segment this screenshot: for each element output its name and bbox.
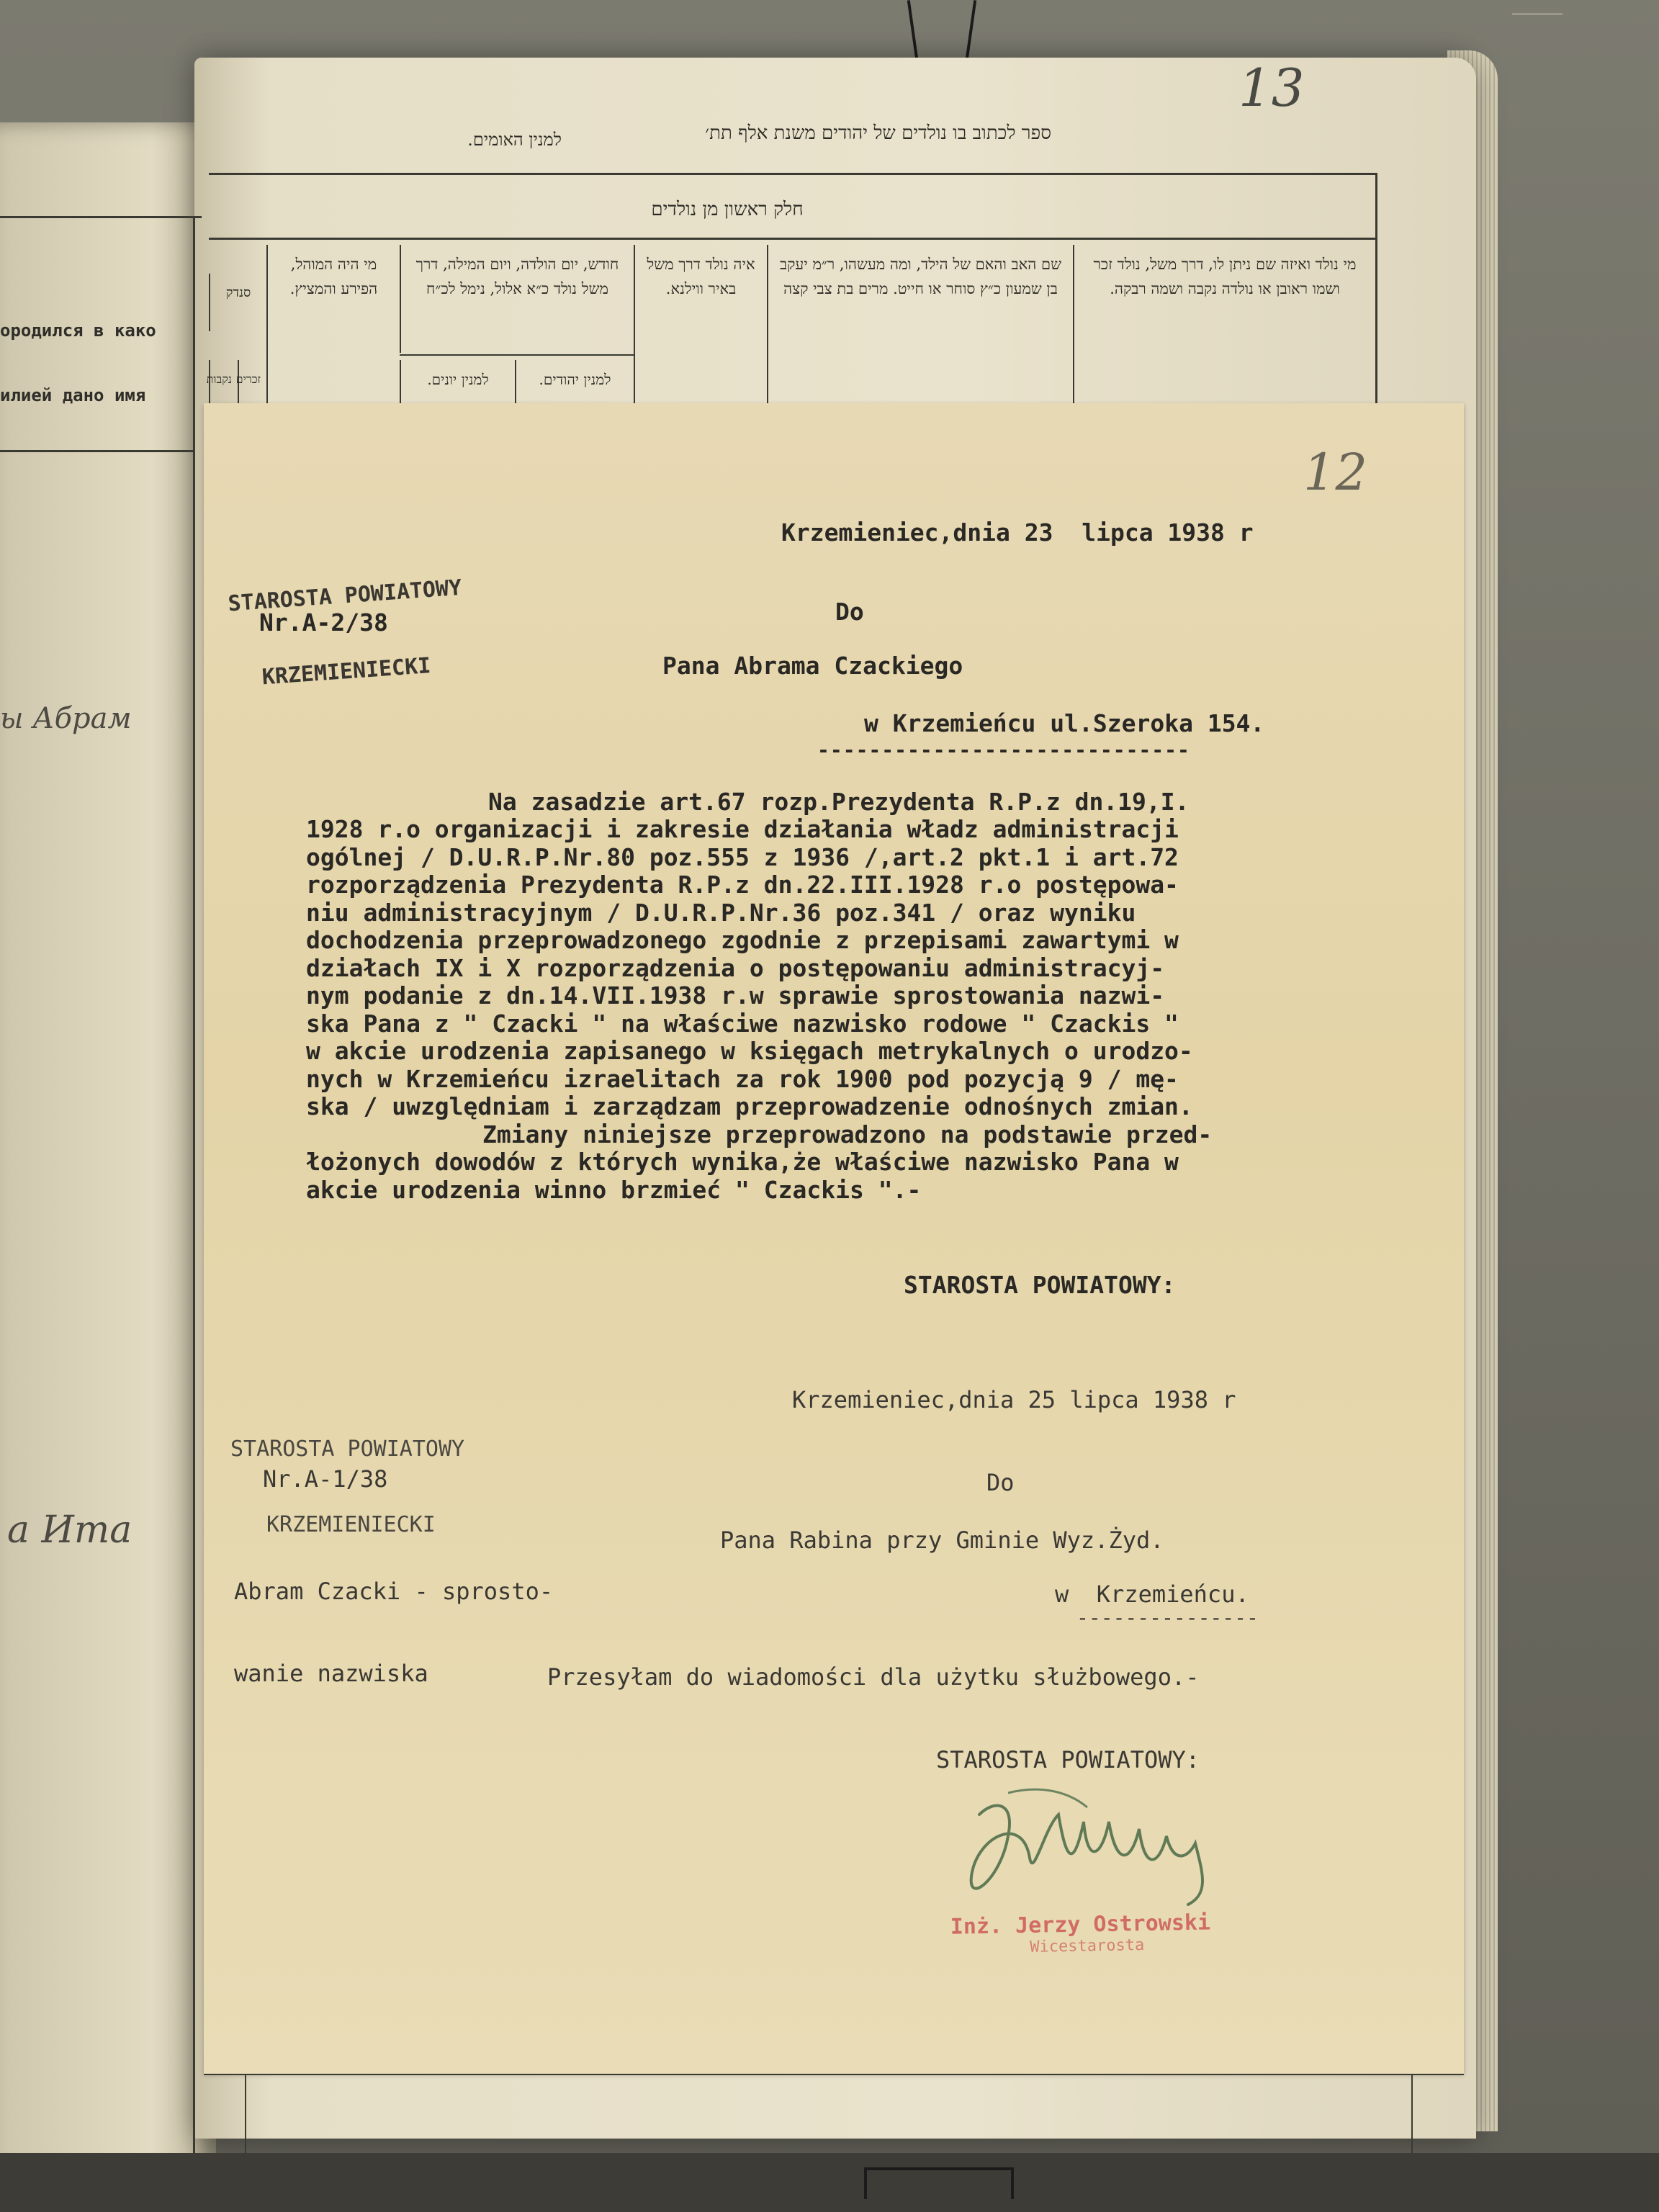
reference-number: Nr.A-1/38 xyxy=(263,1465,388,1493)
ledger-column: מי היה המוהל, הפירע והמציץ. xyxy=(266,245,400,403)
salutation-to: Do xyxy=(986,1469,1015,1496)
stamp-line: Wicestarosta xyxy=(1030,1936,1145,1956)
ledger-page-number: 13 xyxy=(1238,58,1305,118)
left-page-handwriting: а Ита xyxy=(7,1509,132,1552)
letter-body xyxy=(306,788,1429,1220)
ledger-column: שם האב והאם של הילד, ומה מעשהו, ר״מ יעקב בן שמעון כ״ץ סוחר או חייט. מרים בת צבי קצה xyxy=(767,245,1073,403)
ledger-rule-vertical xyxy=(1375,173,1377,403)
ledger-rule xyxy=(209,238,1375,240)
official-stamp xyxy=(950,1909,1261,1957)
body-line: niu administracyjnym / D.U.R.P.Nr.36 poz.341 / oraz wyniku xyxy=(306,899,1136,927)
ledger-narrow-column: זכרים xyxy=(238,360,266,418)
body-line: łożonych dowodów z których wynika,że właściwe nazwisko Pana w xyxy=(306,1148,1179,1176)
left-page xyxy=(0,122,216,2175)
subject-line: wanie nazwiska xyxy=(234,1660,428,1687)
body-line: ogólnej / D.U.R.P.Nr.80 poz.555 z 1936 /,art.2 pkt.1 i art.72 xyxy=(306,843,1179,871)
signature-title: STAROSTA POWIATOWY: xyxy=(904,1271,1176,1299)
place-date: Krzemieniec,dnia 25 lipca 1938 r xyxy=(792,1386,1236,1413)
ledger-rule-vertical xyxy=(245,2074,246,2153)
left-page-text: ородился в како xyxy=(0,320,156,341)
address: w Krzemieńcu ul.Szeroka 154. xyxy=(864,709,1265,737)
body-line: akcie urodzenia winno brzmieć " Czackis ".- xyxy=(306,1176,922,1204)
left-page-text: илией дано имя xyxy=(0,385,146,405)
issuer-line: KRZEMIENIECKI xyxy=(266,1512,436,1537)
ledger-section-title: חלק ראשון מן נולדים xyxy=(651,199,804,220)
ledger-title-left: למנין האומים. xyxy=(467,130,562,150)
left-page-handwriting: ы Абрам xyxy=(0,702,132,735)
ledger-column: חודש, יום הולדה, ויום המילה, דרך משל נולד כ״א אלול, נימל לכ״ח xyxy=(400,245,634,353)
body-line: 1928 r.o organizacji i zakresie działania władz administracji xyxy=(306,815,1179,843)
arrow-mark xyxy=(1512,13,1563,15)
ledger-rule-vertical xyxy=(1411,2074,1413,2153)
ledger-title: ספר לכתוב בו נולדים של יהודים משנת אלף תת׳ xyxy=(705,122,1051,144)
reference-number: Nr.A-2/38 xyxy=(259,608,388,637)
underline-rule: ----------------------------- xyxy=(817,738,1190,762)
ledger-rule xyxy=(400,354,634,356)
subject-line: Abram Czacki - sprosto- xyxy=(234,1578,554,1605)
issuer-line: KRZEMIENIECKI xyxy=(261,653,432,691)
body-line: nych w Krzemieńcu izraelitach za rok 1900 pod pozycją 9 / mę- xyxy=(306,1065,1179,1093)
ledger-narrow-column: נקבות xyxy=(209,360,238,418)
issuer-line: STAROSTA POWIATOWY xyxy=(230,1437,465,1462)
address: w Krzemieńcu. xyxy=(1055,1581,1249,1608)
ledger-column: מי נולד ואיזה שם ניתן לו, דרך משל, נולד זכר ושמו ראובן או נולדה נקבה ושמה רבקה. xyxy=(1073,245,1375,403)
left-rule-vertical xyxy=(193,216,195,2160)
stamp-line: Inż. Jerzy Ostrowski xyxy=(950,1910,1211,1940)
ledger-rule xyxy=(209,173,1375,175)
ledger-subcolumn: למנין יהודים. xyxy=(515,360,634,410)
ledger-column: איה נולד דרך משל באיר ווילנא. xyxy=(634,245,767,403)
body-line: rozporządzenia Prezydenta R.P.z dn.22.III.1928 r.o postępowa- xyxy=(306,871,1179,899)
signature-title: STAROSTA POWIATOWY: xyxy=(936,1746,1200,1773)
body-line: nym podanie z dn.14.VII.1938 r.w sprawie sprostowania nazwi- xyxy=(306,981,1165,1010)
issuer-line: STAROSTA POWIATOWY xyxy=(227,575,463,617)
folio-number: 12 xyxy=(1303,443,1368,502)
subject xyxy=(234,1523,553,1742)
body-line: dochodzenia przeprowadzonego zgodnie z przepisami zawartymi w xyxy=(306,926,1179,954)
bottom-binding xyxy=(0,2153,1659,2212)
left-rule xyxy=(0,450,194,452)
body-line: ska / uwzględniam i zarządzam przeprowadzenie odnośnych zmian. xyxy=(306,1092,1193,1120)
left-rule xyxy=(0,216,202,218)
body-line: w akcie urodzenia zapisanego w księgach metrykalnych o urodzo- xyxy=(306,1037,1193,1065)
place-date: Krzemieniec,dnia 23 lipca 1938 r xyxy=(781,518,1254,547)
body-line: Na zasadzie art.67 rozp.Prezydenta R.P.z dn.19,I. xyxy=(488,788,1190,816)
body-line: działach IX i X rozporządzenia o postępowaniu administracyj- xyxy=(306,954,1165,982)
handwritten-signature xyxy=(950,1771,1267,1915)
letter-body: Przesyłam do wiadomości dla użytku służbowego.- xyxy=(547,1663,1200,1691)
ledger-subcolumn: למנין יונים. xyxy=(400,360,515,410)
recipient: Pana Abrama Czackiego xyxy=(662,652,963,680)
ledger-rule xyxy=(204,2074,1464,2075)
ledger-column: סנדק xyxy=(209,274,266,331)
binding-clip xyxy=(864,2167,1014,2199)
salutation-to: Do xyxy=(835,598,864,626)
underline-rule: --------------- xyxy=(1076,1606,1259,1629)
recipient: Pana Rabina przy Gminie Wyz.Żyd. xyxy=(720,1527,1164,1554)
body-line: ska Pana z " Czacki " na właściwe nazwisko rodowe " Czackis " xyxy=(306,1010,1179,1038)
body-line: Zmiany niniejsze przeprowadzono na podstawie przed- xyxy=(482,1120,1213,1148)
